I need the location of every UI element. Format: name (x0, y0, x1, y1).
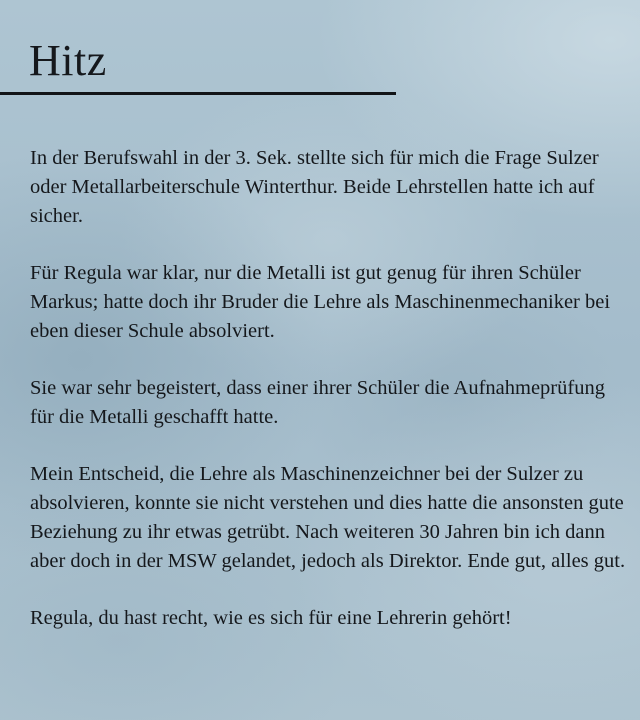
paragraph-1: In der Berufswahl in der 3. Sek. stellte sich für mich die Frage Sulzer oder Metallarbeiterschule Winterthur. Beide Lehrstellen hatte ich auf sicher. (30, 147, 599, 227)
paragraph-3: Sie war sehr begeistert, dass einer ihrer Schüler die Aufnahmeprüfung für die Metalli geschafft hatte. (30, 377, 605, 428)
paragraph-5: Regula, du hast recht, wie es sich für eine Lehrerin gehört! (30, 607, 512, 629)
paragraph-2: Für Regula war klar, nur die Metalli ist gut genug für ihren Schüler Markus; hatte doch ihr Bruder die Lehre als Maschinenmechaniker bei eben dieser Schule absolviert. (30, 262, 611, 342)
title-underline (0, 92, 396, 95)
page-title: Hitz (29, 36, 107, 85)
paragraph-4: Mein Entscheid, die Lehre als Maschinenzeichner bei der Sulzer zu absolvieren, konnte sie nicht verstehen und dies hatte die ansonsten gute Beziehung zu ihr etwas getrübt. Nach weiteren 30 Jahren bin ich dann aber doch in der MSW gelandet, jedoch als Direktor. Ende gut, alles gut. (30, 463, 626, 572)
body-text (30, 144, 630, 633)
